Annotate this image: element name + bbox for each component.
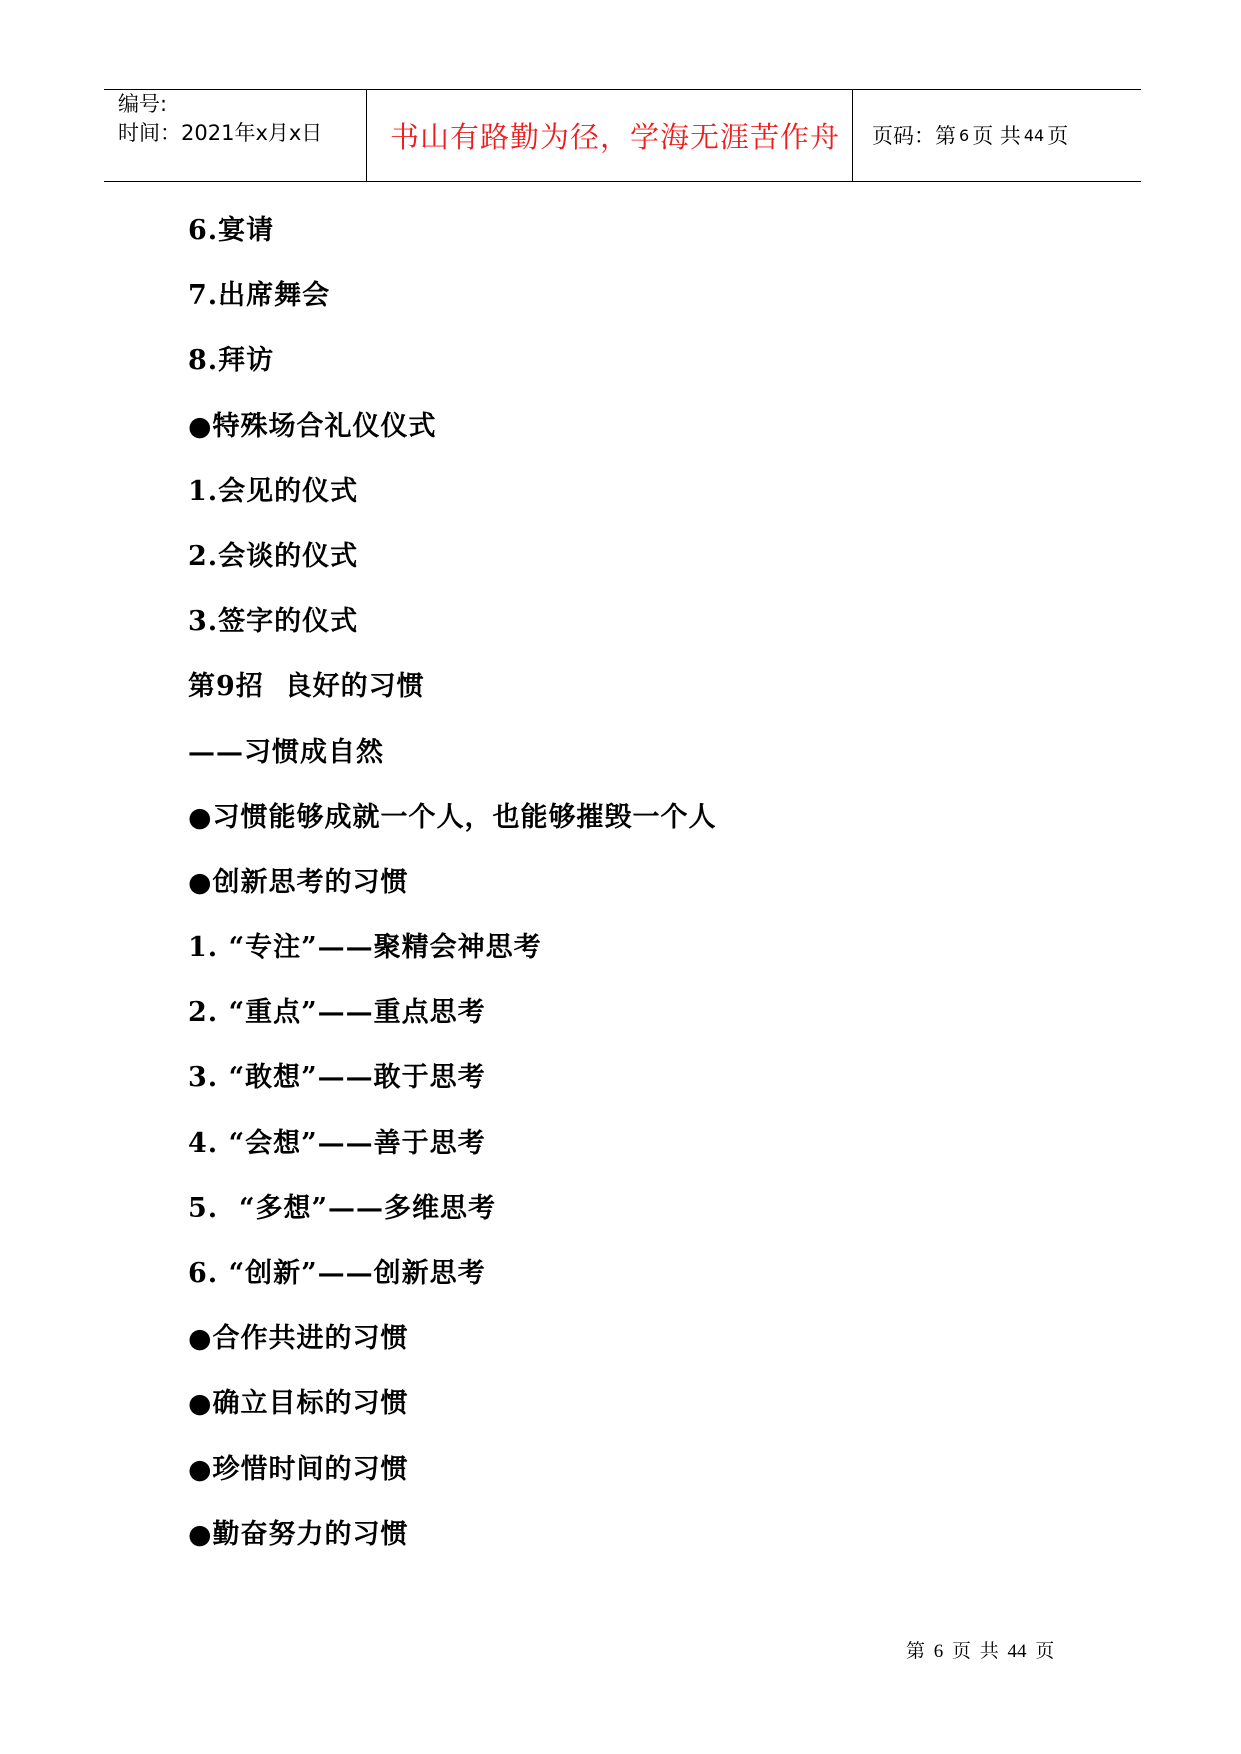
document-header [104,89,1141,182]
body-line: 7.出席舞会 [188,280,331,312]
header-divider-right [852,90,853,181]
bullet-heading: ●确立目标的习惯 [188,1388,409,1420]
time-label: 时间：2021年x月x日 [118,121,323,145]
page-prefix: 页码：第 [872,124,956,148]
number-label: 编号: [118,92,168,116]
body-line: 4. “会想”——善于思考 [188,1127,486,1159]
body-line: 2. “重点”——重点思考 [188,997,486,1029]
bullet-heading: ●习惯能够成就一个人，也能够摧毁一个人 [188,801,717,833]
bullet-heading: ●创新思考的习惯 [188,866,409,898]
body-line: 3. “敢想”——敢于思考 [188,1062,486,1094]
header-page-indicator [872,90,1068,180]
header-motto: 书山有路勤为径，学海无涯苦作舟 [389,119,840,154]
bullet-heading: ●合作共进的习惯 [188,1323,409,1355]
body-line: 6.宴请 [188,215,275,246]
body-line: 5. “多想”——多维思考 [188,1192,497,1224]
section-title: 第9招 良好的习惯 [188,671,425,703]
body-line: 8.拜访 [188,345,275,377]
body-line: 3.签字的仪式 [188,606,359,638]
page-footer: 第 6 页 共 44 页 [906,1641,1055,1662]
document-body [188,214,717,1583]
bullet-heading: ●勤奋努力的习惯 [188,1518,409,1550]
page-number: 6 [959,125,970,145]
page-suffix: 页 [1047,124,1069,148]
header-divider-left [366,90,367,181]
body-line: 1. “专注”——聚精会神思考 [188,932,542,964]
body-line: 6. “创新”——创新思考 [188,1258,486,1289]
bullet-heading: ●珍惜时间的习惯 [188,1453,409,1485]
body-line: 1.会见的仪式 [188,475,359,507]
header-meta [118,90,322,148]
bullet-heading: ●特殊场合礼仪仪式 [188,410,437,442]
page-mid: 页 共 [972,124,1021,148]
page-total: 44 [1023,125,1045,145]
section-subtitle: ——习惯成自然 [188,736,384,768]
body-line: 2.会谈的仪式 [188,540,359,572]
